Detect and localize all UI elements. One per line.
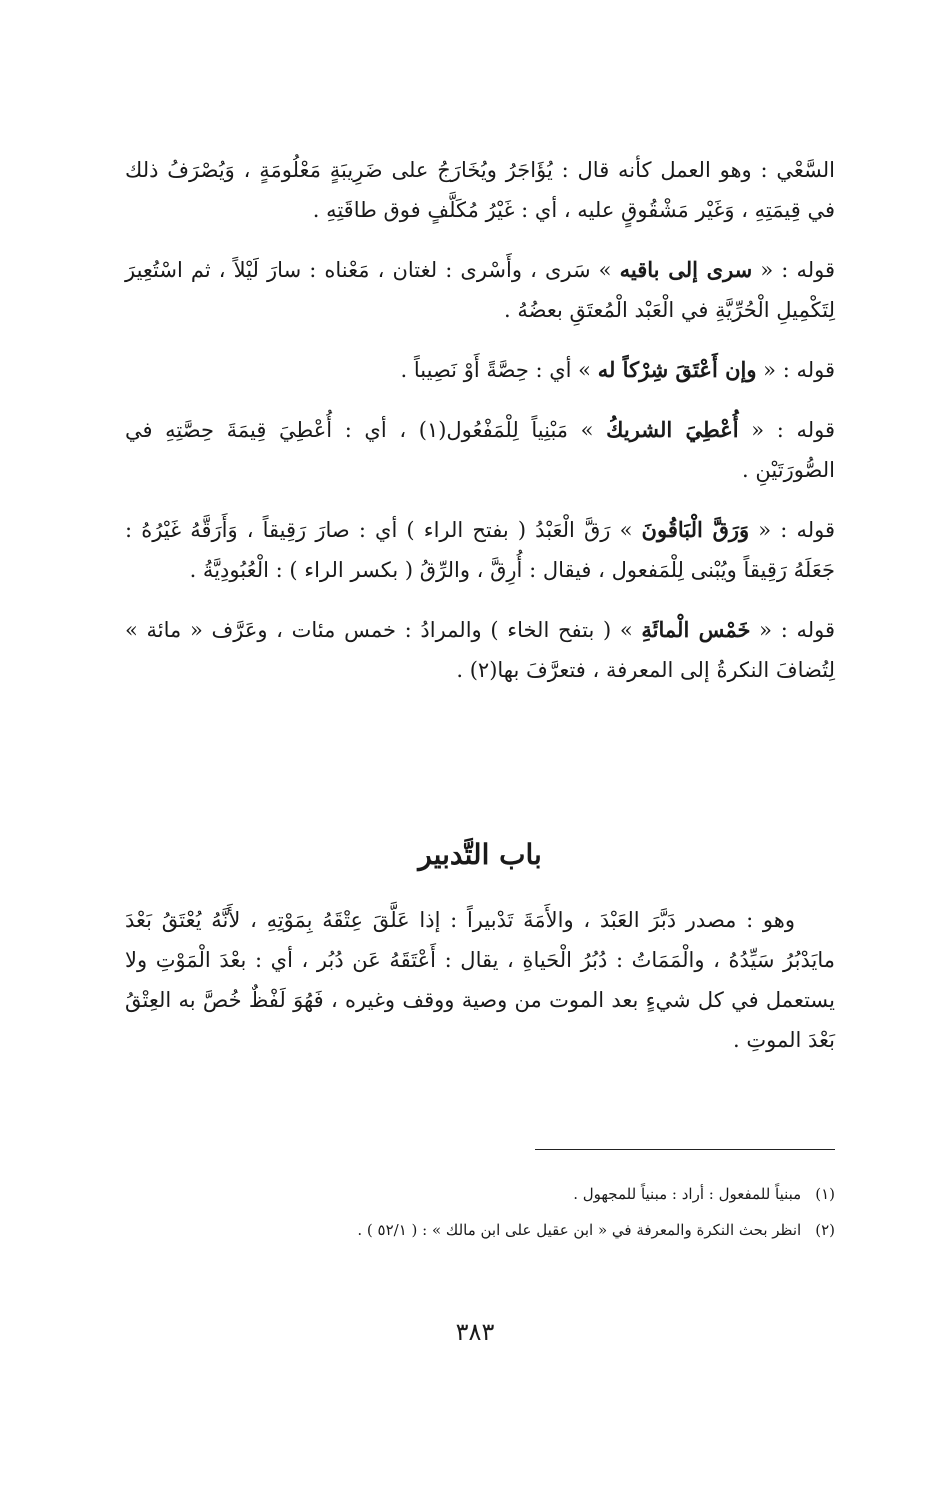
paragraph-5-lead: قوله : « [749, 518, 836, 542]
main-text-upper [125, 150, 835, 710]
paragraph-5-quote: وَرَقَّ الْبَاقُونَ [641, 517, 750, 542]
footnote-2-text: انظر بحث النكرة والمعرفة في « ابن عقيل على ابن مالك » : ( ٥٢/١ ) . [357, 1221, 802, 1239]
paragraph-4-rest: » مَبْنِياً لِلْمَفْعُول(١) ، أي : أُعْطِيَ قِيمَةَ حِصَّتِهِ في الصُّورَتَيْنِ . [125, 418, 835, 482]
paragraph-6-rest: » ( بتفح الخاء ) والمرادُ : خمس مئات ، وعَرَّف « مائة » لِتُضافَ النكرةُ إلى المعرفة ، فتعرَّفَ بها(٢) . [125, 618, 835, 682]
section-heading: باب التَّدبير [418, 838, 542, 871]
main-text-lower [125, 900, 835, 1080]
paragraph-3-lead: قوله : « [756, 358, 835, 382]
paragraph-6-quote: خَمْس الْمائَةِ [641, 617, 751, 642]
paragraph-2-rest: » سَرى ، وأَسْرى : لغتان ، مَعْناه : سارَ لَيْلاً ، ثم اسْتُعِيرَ لِتَكْمِيلِ الْحُرِّيَّةِ في الْعَبْد الْمُعتَقِ بعضُهُ . [125, 258, 835, 322]
paragraph-1: السَّعْي : وهو العمل كأنه قال : يُؤَاجَرُ ويُخَارَجُ على ضَرِيبَةٍ مَعْلُومَةٍ ، وَيُصْرَفُ ذلك في قِيمَتِهِ ، وَغَيْر مَشْقُوقٍ عليه ، أي : غَيْرُ مُكَلَّفٍ فوق طاقَتِهِ . [125, 158, 835, 222]
paragraph-3-rest: » أي : حِصَّةً أَوْ نَصِيباً . [400, 358, 598, 382]
paragraph-4-lead: قوله : « [738, 418, 836, 442]
paragraph-7: وهو : مصدر دَبَّرَ العَبْدَ ، والأَمَةَ تَدْبيراً : إذا عَلَّقَ عِتْقَهُ بِمَوْتِهِ ، لأَنَّهُ يُعْتَقُ بَعْدَ مايَدْبُرُ سَيِّدُهُ ، والْمَمَاتُ : دُبُرُ الْحَياةِ ، يقال : أَعْتَقَهُ عَن دُبُر ، أي : بعْدَ الْمَوْتِ ولا يستعمل في كل شيءٍ بعد الموت من وصية ووقف وغيره ، فَهُوَ لَفْظٌ خُصَّ به العِتْقُ بَعْدَ الموتِ . [125, 908, 835, 1052]
paragraph-4 [125, 410, 835, 490]
paragraph-6-lead: قوله : « [750, 618, 835, 642]
paragraph-2-quote: سرى إلى باقيه [619, 257, 753, 282]
paragraph-4-quote: أُعْطِيَ الشريكُ [606, 417, 739, 442]
paragraph-5-rest: » رَقَّ الْعَبْدُ ( بفتح الراء ) أي : صارَ رَقِيقاً ، وَأَرَقَّهُ غَيْرُهُ : جَعَلَهُ رَقِيقاً ويُبْنى لِلْمَفعول ، فيقال : أُرِقَّ ، والرِّقُ ( بكسر الراء ) : الْعُبُودِيَّةُ . [125, 518, 835, 582]
paragraph-3-quote: وإن أَعْتَقَ شِرْكاً له [597, 357, 757, 382]
footnote-2 [125, 1221, 835, 1239]
footnote-2-number: (٢) [815, 1221, 835, 1239]
paragraph-2 [125, 250, 835, 330]
page-number: ٣٨٣ [455, 1318, 495, 1346]
paragraph-6 [125, 610, 835, 690]
paragraph-2-lead: قوله : « [752, 258, 836, 282]
footnote-1 [125, 1185, 835, 1203]
footnote-1-text: مبنياً للمفعول : أراد : مبنياً للمجهول . [573, 1185, 802, 1203]
paragraph-3 [125, 350, 835, 390]
paragraph-5 [125, 510, 835, 590]
footnote-divider [535, 1149, 835, 1150]
footnote-1-number: (١) [815, 1185, 835, 1203]
